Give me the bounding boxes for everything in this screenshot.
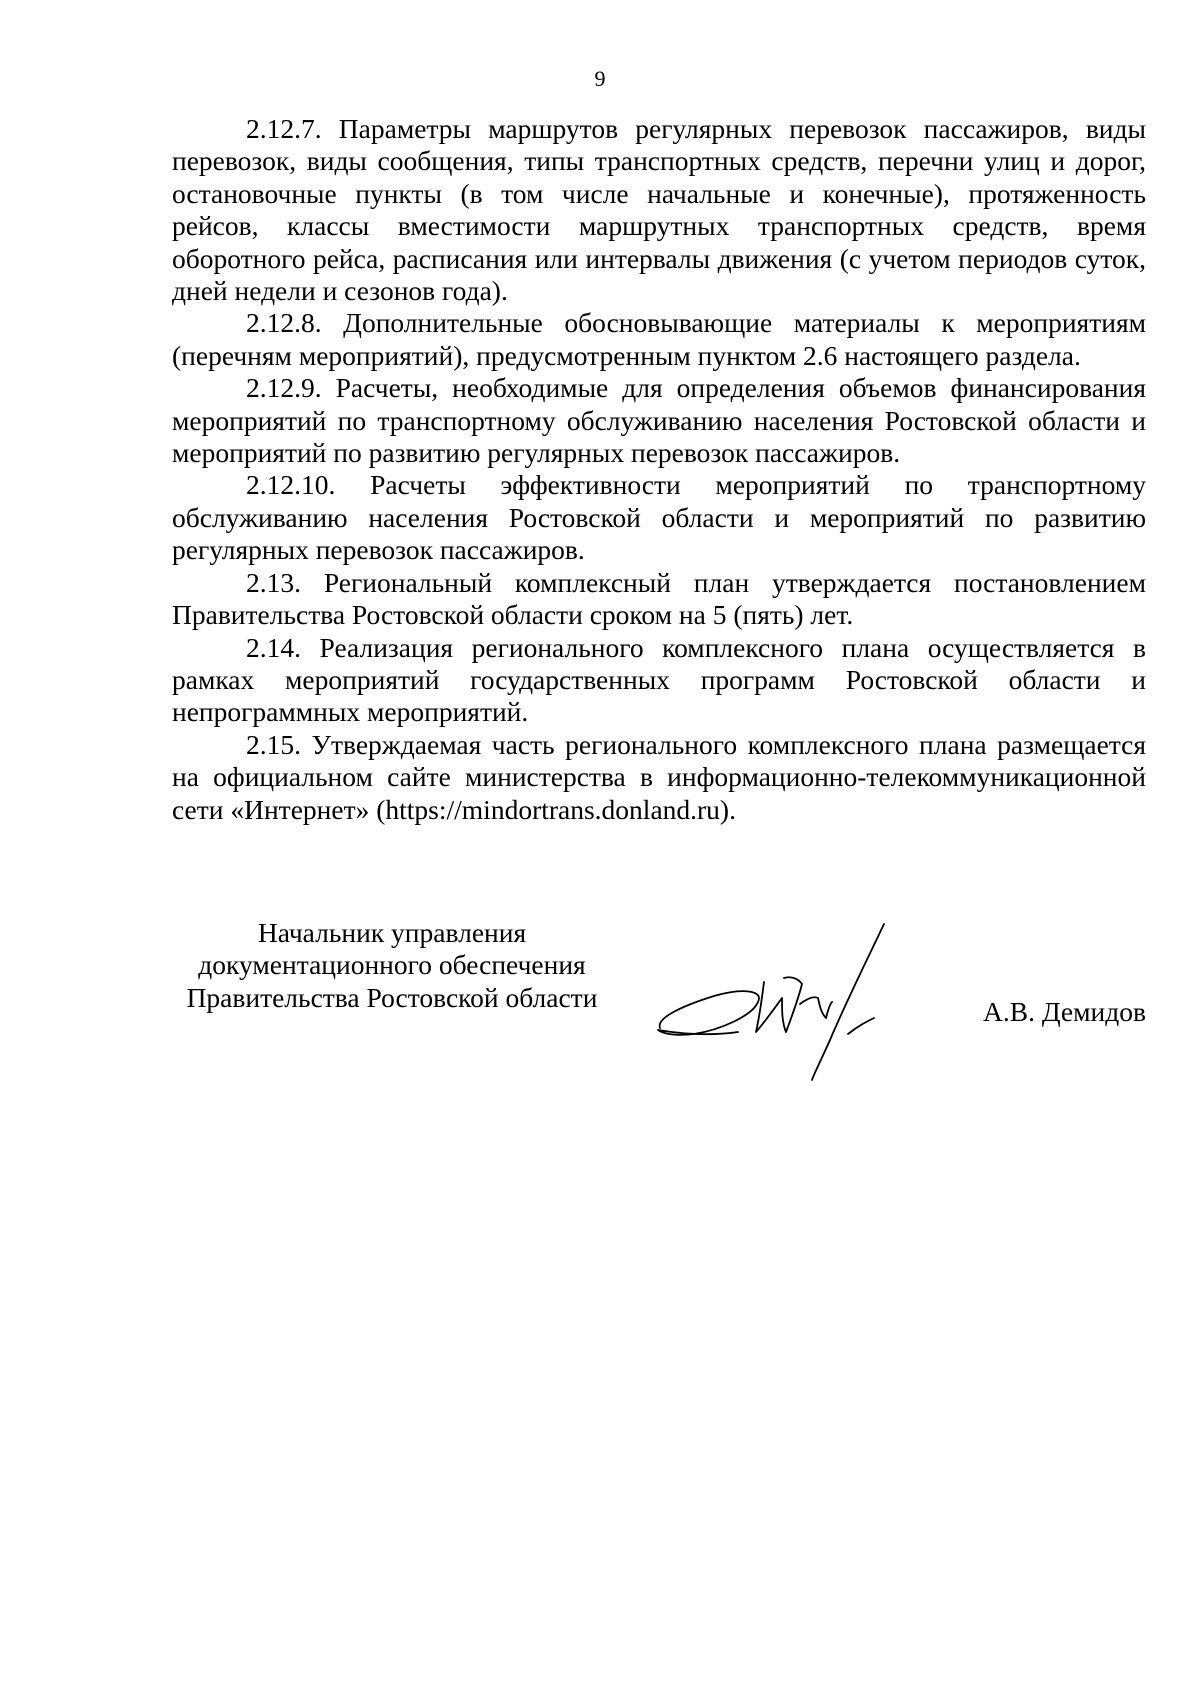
paragraph-2-12-7: 2.12.7. Параметры маршрутов регулярных перевозок пассажиров, виды перевозок, виды сообщения, типы транспортных средств, перечни улиц и дорог, остановочные пункты (в том числе начальные и конечные), протяженность рейсов, классы вместимости маршрутных транспортных средств, время оборотного рейса, расписания или интервалы движения (с учетом периодов суток, дней недели и сезонов года). [172, 113, 1146, 307]
paragraph-2-15: 2.15. Утверждаемая часть регионального комплексного плана размещается на официальном сайте министерства в информационно-телекоммуникационной сети «Интернет» (https://mindortrans.donland.ru). [172, 728, 1146, 825]
paragraph-2-13: 2.13. Региональный комплексный план утверждается постановлением Правительства Ростовской области сроком на 5 (пять) лет. [172, 566, 1146, 631]
signatory-position-line: Правительства Ростовской области [186, 981, 598, 1013]
signatory-position-line: Начальник управления [257, 917, 527, 948]
paragraph-2-12-10: 2.12.10. Расчеты эффективности мероприятий по транспортному обслуживанию населения Ростовской области и мероприятий по развитию регулярных перевозок пассажиров. [172, 469, 1146, 566]
signatory-name: А.В. Демидов [983, 996, 1146, 1027]
document-body [172, 113, 1146, 826]
signatory-position [172, 917, 612, 1014]
page-number: 9 [594, 66, 606, 91]
paragraph-2-14: 2.14. Реализация регионального комплексного плана осуществляется в рамках мероприятий государственных программ Ростовской области и непрограммных мероприятий. [172, 631, 1146, 728]
paragraph-2-12-8: 2.12.8. Дополнительные обосновывающие материалы к мероприятиям (перечням мероприятий), предусмотренным пунктом 2.6 настоящего раздела. [172, 307, 1146, 371]
handwritten-signature [652, 922, 942, 1082]
paragraph-2-12-9: 2.12.9. Расчеты, необходимые для определения объемов финансирования мероприятий по транспортному обслуживанию населения Ростовской области и мероприятий по развитию регулярных перевозок пассажиров. [172, 372, 1146, 469]
signatory-position-line: документационного обеспечения [198, 949, 586, 981]
